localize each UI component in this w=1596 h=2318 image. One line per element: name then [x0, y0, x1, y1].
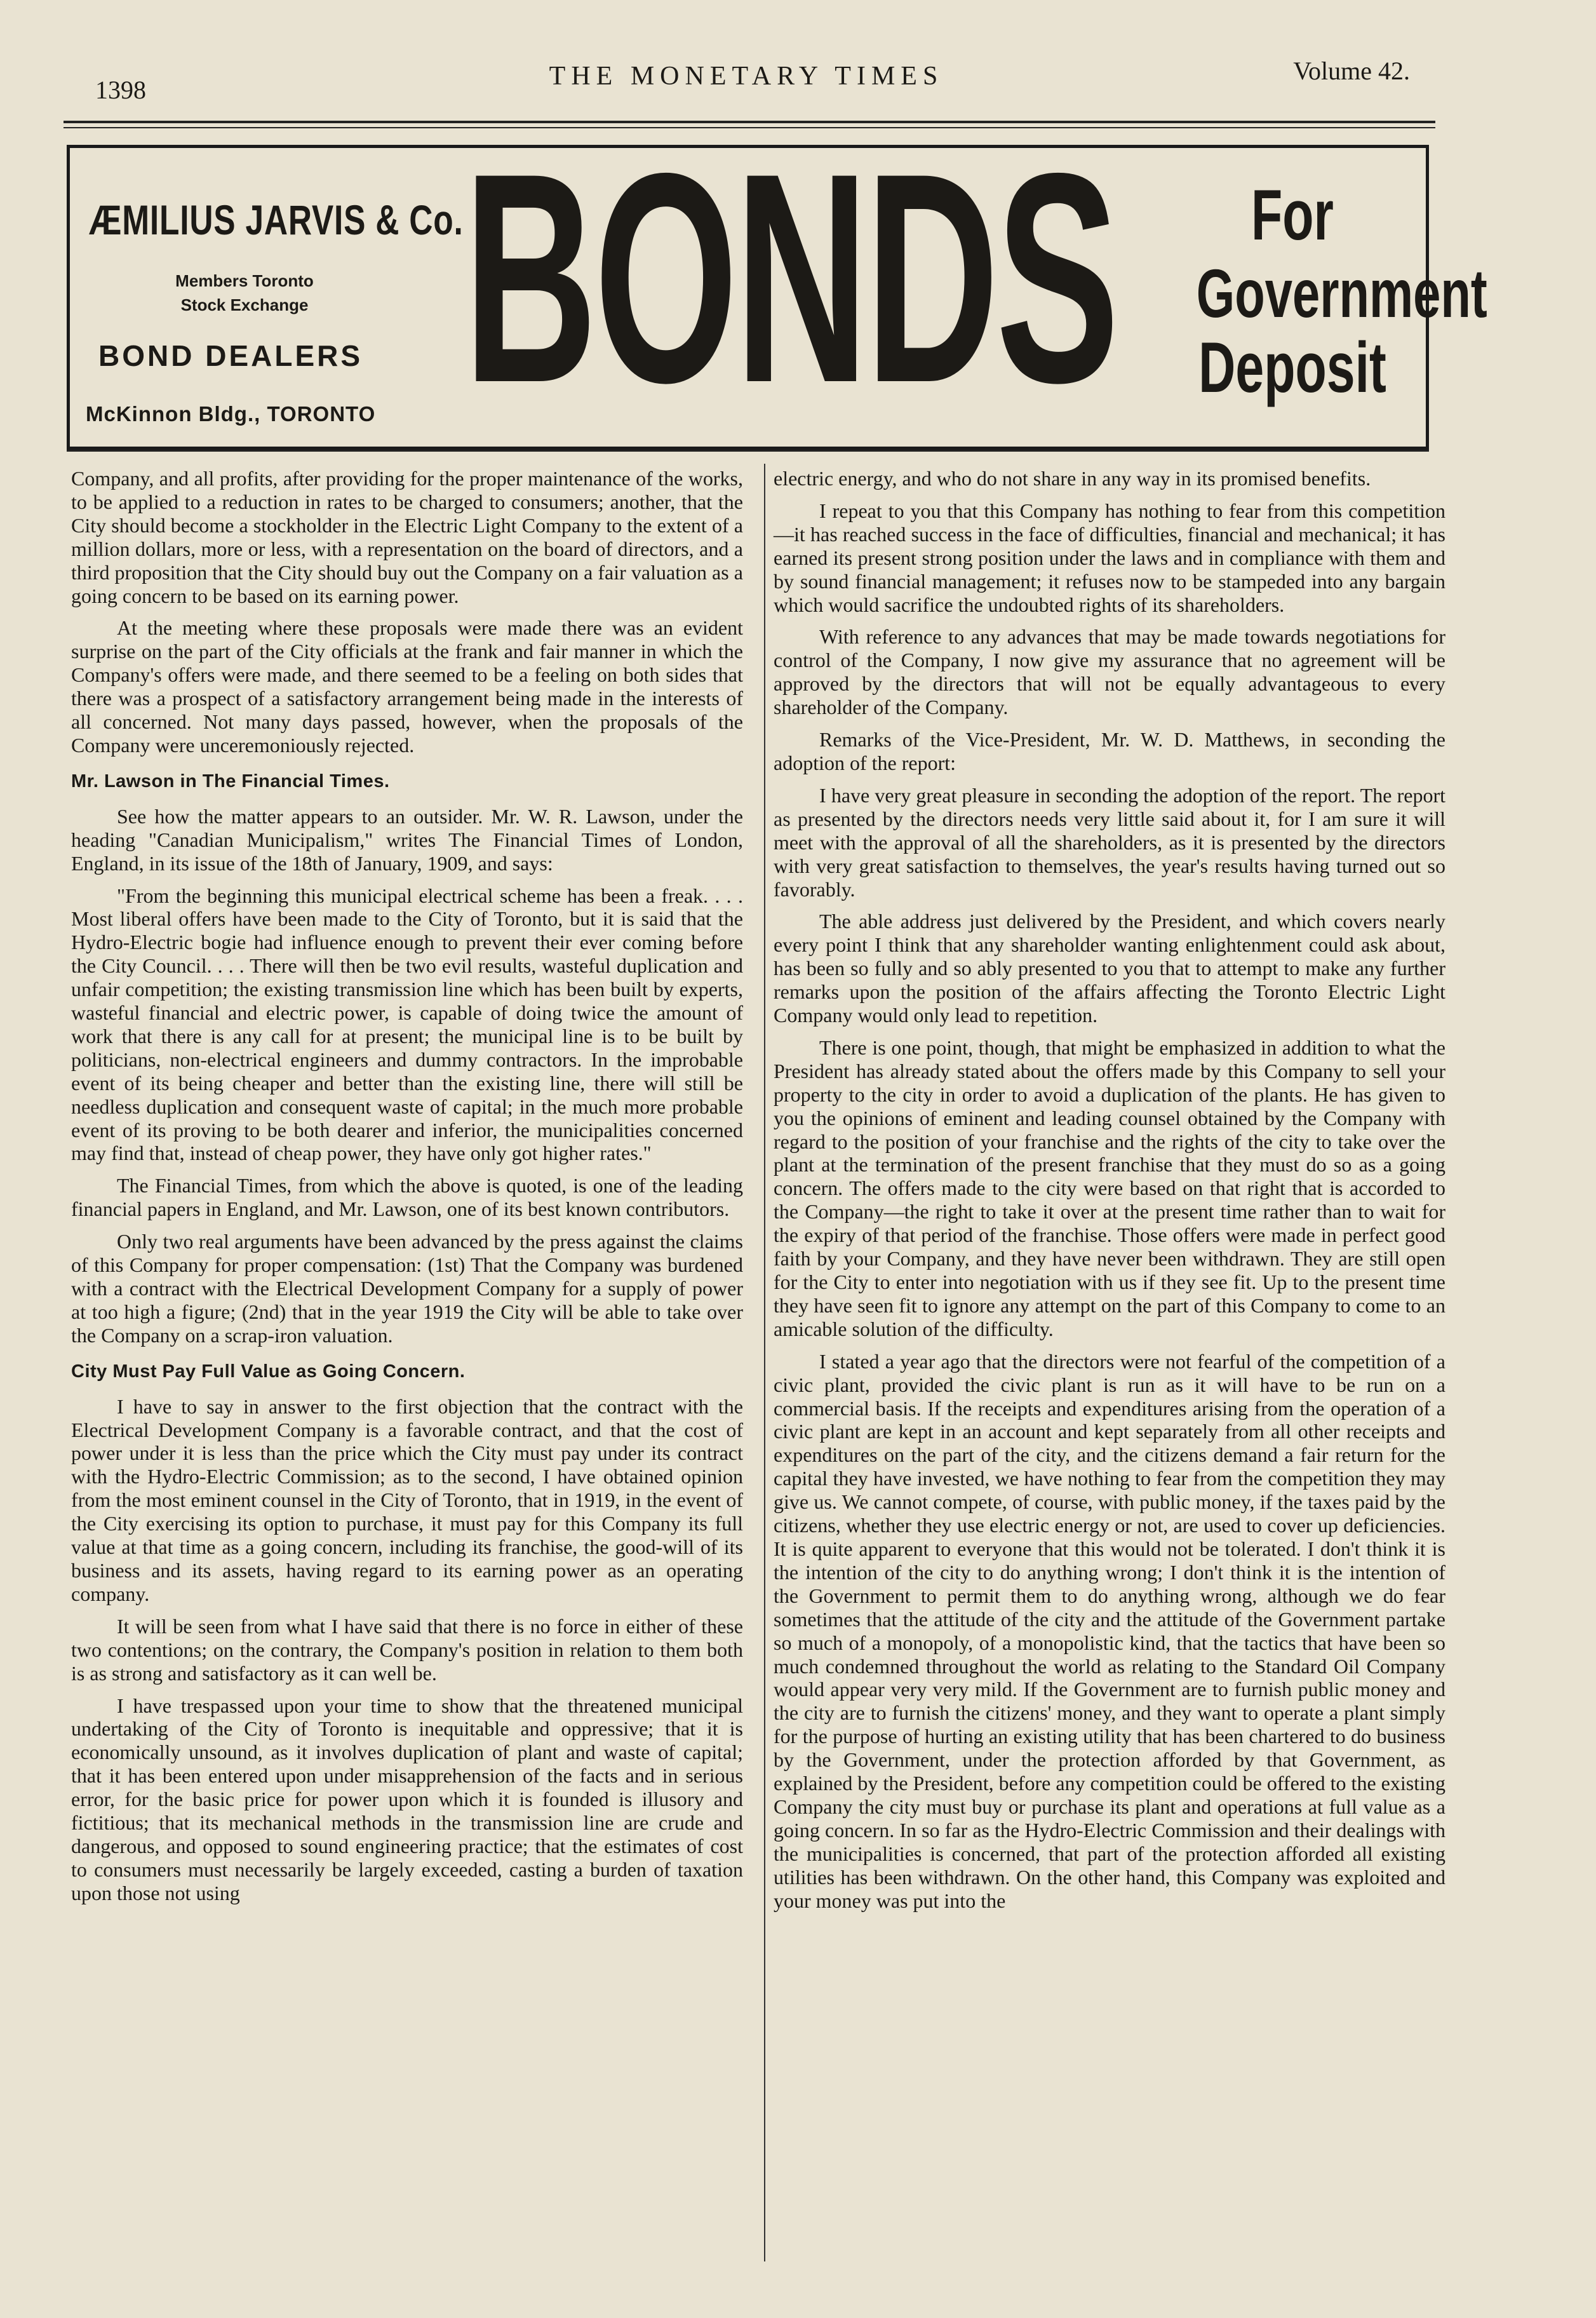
paragraph: Only two real arguments have been advanced by the press against the claims of this Company for proper compensation: (1st) That the Company was burdened with a contract with the Electrical Development Company for a supply of power at too high a figure; (2nd) that in the year 1919 the City will be able to take over the Company on a scrap-iron valuation. [71, 1230, 743, 1347]
advertisement-bottom-rule [67, 450, 1429, 452]
tagline-deposit: Deposit [1198, 328, 1386, 407]
volume-label: Volume 42. [1293, 57, 1410, 85]
publication-title: THE MONETARY TIMES [549, 62, 944, 91]
left-column [71, 467, 743, 1914]
column-divider [764, 464, 765, 2261]
quoted-paragraph: "From the beginning this municipal electrical scheme has been a freak. . . . Most liberal offers have been made to the City of Toronto, but it is said that the Hydro-Electric bogie had influence enough to prevent their ever coming before the City Council. . . . There will then be two evil results, wasteful duplication and unfair competition; the existing transmission line which has been built by experts, wasteful financial and electric power, is capable of doing twice the amount of work that there is any call for at present; the municipal line is to be built by politicians, non-electrical engineers and dummy contractors. In the improbable event of its being cheaper and better than the existing line, there will still be needless duplication and consequent waste of capital; in the much more probable event of its proving to be both dearer and inferior, the municipalities concerned may find that, instead of cheap power, they have only got higher rates." [71, 884, 743, 1165]
paragraph: Remarks of the Vice-President, Mr. W. D. Matthews, in seconding the adoption of the report: [774, 728, 1445, 774]
page-number: 1398 [95, 76, 146, 104]
advertiser-name: ÆMILIUS JARVIS & Co. [89, 196, 464, 243]
tagline-for: For [1251, 175, 1334, 255]
paragraph: I stated a year ago that the directors were not fearful of the competition of a civic plant, provided the civic plant is run as it will have to be run on a commercial basis. If the receipts and expenditures arising from the operation of a civic plant are kept in an account and kept separately from all other receipts and expenditures on the part of the city, and the citizens demand a fair return for the capital they have invested, we have nothing to fear from the competition they may give us. We cannot compete, of course, with public money, if the taxes paid by the citizens, whether they use electric energy or not, are used to cover up deficiencies. It is quite apparent to everyone that this would not be tolerated. I don't think it is the intention of the city to do anything wrong; I don't think it is the intention of the Government to permit them to do anything wrong, although we do fear sometimes that the attitude of the city and the attitude of the Government partake so much of a monopoly, of a monopolistic kind, that the tactics that have been so much condemned throughout the world as relating to the Standard Oil Company would appear very very mild. If the Government are to furnish public money and the city are to furnish the citizens' money, and they want to operate a plant simply for the purpose of hurting an existing utility that has been chartered to do business by the Government, under the protection afforded by that Government, as explained by the President, before any competition could be offered to the existing Company the city must buy or purchase its plant and operations at full value as a going concern. In so far as the Hydro-Electric Commission and their dealings with the municipalities is concerned, that part of the protection afforded all existing utilities has been withdrawn. On the other hand, this Company was exploited and your money was put into the [774, 1349, 1445, 1912]
paragraph: I repeat to you that this Company has nothing to fear from this competition—it has reached success in the face of difficulties, financial and mechanical; it has earned its present strong position under the laws and in compliance with them and by sound financial management; it refuses now to be stampeded into any bargain which would sacrifice the undoubted rights of its shareholders. [774, 499, 1445, 616]
membership-line-2: Stock Exchange [180, 295, 309, 314]
bonds-headline: BONDS [464, 111, 1117, 445]
paragraph: There is one point, though, that might be emphasized in addition to what the President has already stated about the offers made by this Company to sell your property to the city in order to avoid a duplication of the plants. He has given to you the opinions of eminent and leading counsel obtained by the Company with regard to the position of your franchise and the rights of the city to take over the plant at the termination of the present franchise that they must do so as a going concern. The offers made to the city were based on that right that is accorded to the Company—the right to take it over at the present time rather than to wait for the expiry of that period of the franchise. Those offers were made in perfect good faith by your Company, and they have never been withdrawn. They are still open for the City to enter into negotiation with us if they see fit. Up to the present time they have seen fit to ignore any attempt on the part of this Company to come to an amicable solution of the difficulty. [774, 1035, 1445, 1340]
paragraph: See how the matter appears to an outsider. Mr. W. R. Lawson, under the heading "Canadian Municipalism," writes The Financial Times of London, England, in its issue of the 18th of January, 1909, and says: [71, 804, 743, 875]
bond-dealers-label: BOND DEALERS [98, 339, 363, 372]
membership-line-1: Members Toronto [175, 271, 314, 290]
running-header [83, 56, 1410, 113]
paragraph: It will be seen from what I have said that there is no force in either of these two contentions; on the contrary, the Company's position in relation to them both is as strong and satisfactory as it can well be. [71, 1614, 743, 1685]
paragraph: At the meeting where these proposals were made there was an evident surprise on the part of the City officials at the frank and fair manner in which the Company's offers were made, and there seemed to be a feeling on both sides that there was a prospect of a satisfactory arrangement being made in the interests of all concerned. Not many days passed, however, when the proposals of the Company were unceremoniously rejected. [71, 616, 743, 757]
bonds-advertisement [67, 111, 1487, 450]
paragraph: I have to say in answer to the first objection that the contract with the Electrical Development Company is a favorable contract, and that the cost of power under it is less than the price which the City must pay under its contract with the Hydro-Electric Commission; as to the second, I have obtained opinion from the most eminent counsel in the City of Toronto, that in 1919, in the event of the City exercising its option to purchase, it must pay for this Company its full value at that time as a going concern, including its franchise, the good-will of its business and its assets, having regard to its earning power as an operating company. [71, 1394, 743, 1605]
section-heading: City Must Pay Full Value as Going Concern. [71, 1361, 466, 1382]
paragraph: Company, and all profits, after providing for the proper maintenance of the works, to be applied to a reduction in rates to be charged to consumers; another, that the City should become a stockholder in the Electric Light Company to the extent of a million dollars, more or less, with a representation on the board of directors, and a third proposition that the City should buy out the Company on a fair valuation as a going concern to be based on its earning power. [71, 467, 743, 607]
paragraph: electric energy, and who do not share in any way in its promised benefits. [774, 467, 1371, 490]
paragraph: I have trespassed upon your time to show that the threatened municipal undertaking of the City of Toronto is inequitable and oppressive; that it is economically unsound, as it involves duplication of plant and waste of capital; that it has been entered upon under misapprehension of the facts and in serious error, for the basic price for power upon which it is founded is illusory and fictitious; that its mechanical methods in the transmission line are crude and dangerous, and opposed to sound engineering practice; that the estimates of cost to consumers must necessarily be largely exceeded, casting a burden of taxation upon those not using [71, 1694, 743, 1904]
paragraph: I have very great pleasure in seconding the adoption of the report. The report as presented by the directors needs very little said about it, for I am sure it will meet with the approval of all the shareholders, as it is presented by the directors with very great satisfaction to themselves, the year's results having turned out so favorably. [774, 783, 1445, 901]
section-heading: Mr. Lawson in The Financial Times. [71, 771, 390, 792]
paragraph: The able address just delivered by the President, and which covers nearly every point I think that any shareholder wanting enlightenment could ask about, has been so fully and so ably presented to you that to attempt to make any further remarks upon the position of the affairs affecting the Toronto Electric Light Company would only lead to repetition. [774, 910, 1445, 1027]
tagline-government: Government [1196, 255, 1487, 332]
advertiser-address: McKinnon Bldg., TORONTO [86, 402, 376, 426]
right-column [774, 467, 1445, 1921]
paragraph: With reference to any advances that may be made towards negotiations for control of the Company, I now give my assurance that no agreement will be approved by the directors that will not be equally advantageous to every shareholder of the Company. [774, 625, 1445, 719]
exchange-membership [165, 269, 324, 317]
paragraph: The Financial Times, from which the above is quoted, is one of the leading financial papers in England, and Mr. Lawson, one of its best known contributors. [71, 1174, 743, 1221]
